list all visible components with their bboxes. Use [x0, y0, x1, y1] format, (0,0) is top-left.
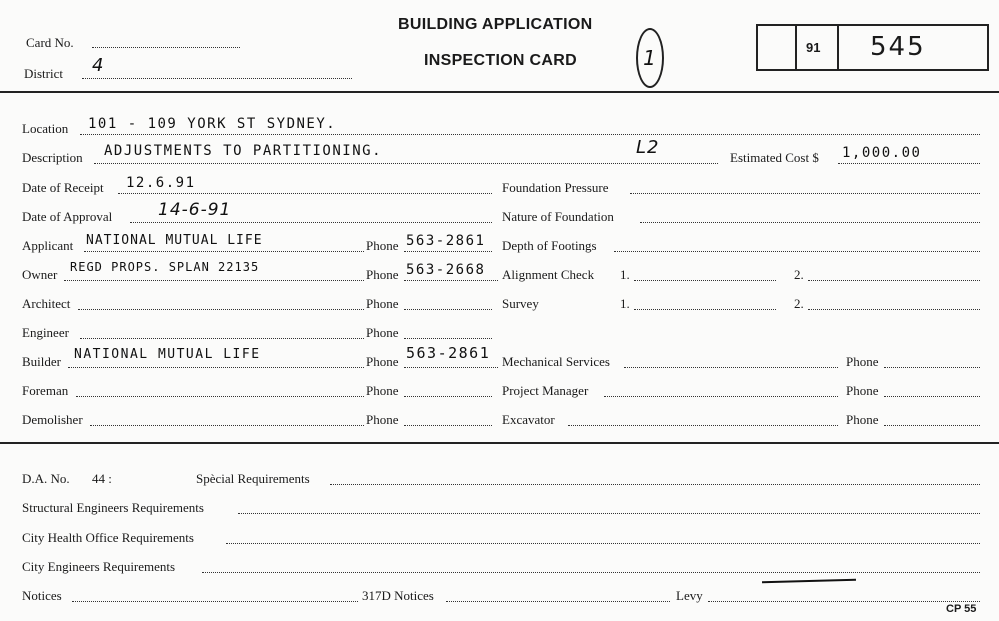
- engineer-label: Engineer: [22, 325, 69, 340]
- demolisher-phone-label: Phone: [366, 412, 399, 427]
- mechanical-services-field[interactable]: [624, 367, 838, 368]
- description-note: L2: [636, 137, 660, 158]
- engineer-field[interactable]: [80, 338, 364, 339]
- location-field[interactable]: [80, 134, 980, 135]
- date-of-receipt-label: Date of Receipt: [22, 180, 104, 195]
- survey-1-field[interactable]: [634, 309, 776, 310]
- foreman-label: Foreman: [22, 383, 69, 398]
- mechanical-services-label: Mechanical Services: [502, 354, 610, 369]
- notices-field[interactable]: [72, 601, 358, 602]
- district-label: District: [24, 66, 63, 81]
- demolisher-field[interactable]: [90, 425, 364, 426]
- applicant-value: NATIONAL MUTUAL LIFE: [86, 233, 263, 248]
- nature-of-foundation-label: Nature of Foundation: [502, 209, 614, 224]
- levy-pen-stroke: [762, 579, 856, 583]
- description-field[interactable]: [94, 163, 718, 164]
- survey-1-label: 1.: [620, 296, 630, 311]
- location-label: Location: [22, 121, 69, 136]
- project-manager-phone-field[interactable]: [884, 396, 980, 397]
- circled-mark: [636, 28, 664, 88]
- project-manager-field[interactable]: [604, 396, 838, 397]
- architect-field[interactable]: [78, 309, 364, 310]
- alignment-check-1-label: 1.: [620, 267, 630, 282]
- excavator-label: Excavator: [502, 412, 555, 427]
- engineer-phone-field[interactable]: [404, 338, 492, 339]
- estimated-cost-value: 1,000.00: [842, 145, 922, 161]
- da-no-label: D.A. No.: [22, 471, 70, 486]
- foreman-field[interactable]: [76, 396, 364, 397]
- special-requirements-field[interactable]: [330, 484, 980, 485]
- card-number: 545: [870, 32, 926, 62]
- alignment-check-2-label: 2.: [794, 267, 804, 282]
- description-value: ADJUSTMENTS TO PARTITIONING.: [104, 143, 383, 159]
- survey-label: Survey: [502, 296, 539, 311]
- demolisher-label: Demolisher: [22, 412, 83, 427]
- structural-requirements-label: Structural Engineers Requirements: [22, 500, 204, 515]
- applicant-field[interactable]: [84, 251, 364, 252]
- depth-of-footings-field[interactable]: [614, 251, 980, 252]
- owner-label: Owner: [22, 267, 58, 282]
- depth-of-footings-label: Depth of Footings: [502, 238, 597, 253]
- card-number-box-divider-2: [837, 24, 839, 71]
- builder-phone-label: Phone: [366, 354, 399, 369]
- applicant-phone-value: 563-2861: [406, 233, 486, 249]
- notices-317d-field[interactable]: [446, 601, 670, 602]
- card-number-prefix: 91: [806, 40, 821, 55]
- foundation-pressure-field[interactable]: [630, 193, 980, 194]
- date-of-receipt-value: 12.6.91: [126, 175, 196, 191]
- project-manager-label: Project Manager: [502, 383, 589, 398]
- date-of-approval-value: 14-6-91: [158, 200, 232, 220]
- mechanical-services-phone-field[interactable]: [884, 367, 980, 368]
- owner-phone-label: Phone: [366, 267, 399, 282]
- notices-label: Notices: [22, 588, 62, 603]
- estimated-cost-field[interactable]: [838, 163, 980, 164]
- form-code: CP 55: [946, 603, 977, 615]
- health-requirements-field[interactable]: [226, 543, 980, 544]
- owner-field[interactable]: [64, 280, 364, 281]
- card-no-label: Card No.: [26, 35, 74, 50]
- builder-label: Builder: [22, 354, 61, 369]
- card-number-box-divider-1: [795, 24, 797, 71]
- notices-317d-label: 317D Notices: [362, 588, 434, 603]
- special-requirements-label: Spècial Requirements: [196, 471, 310, 486]
- owner-value: REGD PROPS. SPLAN 22135: [70, 260, 260, 274]
- excavator-phone-label: Phone: [846, 412, 879, 427]
- survey-2-field[interactable]: [808, 309, 980, 310]
- survey-2-label: 2.: [794, 296, 804, 311]
- estimated-cost-label: Estimated Cost $: [730, 150, 819, 165]
- foundation-pressure-label: Foundation Pressure: [502, 180, 609, 195]
- demolisher-phone-field[interactable]: [404, 425, 492, 426]
- nature-of-foundation-field[interactable]: [640, 222, 980, 223]
- structural-requirements-field[interactable]: [238, 513, 980, 514]
- details-divider: [0, 442, 999, 444]
- alignment-check-2-field[interactable]: [808, 280, 980, 281]
- architect-label: Architect: [22, 296, 71, 311]
- description-label: Description: [22, 150, 83, 165]
- circled-mark-value: 1: [643, 46, 657, 70]
- foreman-phone-label: Phone: [366, 383, 399, 398]
- levy-label: Levy: [676, 588, 703, 603]
- alignment-check-label: Alignment Check: [502, 267, 595, 282]
- city-engineers-requirements-field[interactable]: [202, 572, 980, 573]
- engineer-phone-label: Phone: [366, 325, 399, 340]
- district-value: 4: [92, 55, 105, 76]
- applicant-phone-field[interactable]: [404, 251, 492, 252]
- location-value: 101 - 109 YORK ST SYDNEY.: [88, 116, 337, 132]
- district-field[interactable]: [82, 78, 352, 79]
- form-title-line2: INSPECTION CARD: [424, 52, 577, 69]
- mechanical-services-phone-label: Phone: [846, 354, 879, 369]
- city-engineers-requirements-label: City Engineers Requirements: [22, 559, 176, 574]
- applicant-phone-label: Phone: [366, 238, 399, 253]
- date-of-approval-field[interactable]: [130, 222, 492, 223]
- owner-phone-value: 563-2668: [406, 262, 486, 278]
- health-requirements-label: City Health Office Requirements: [22, 530, 194, 545]
- architect-phone-label: Phone: [366, 296, 399, 311]
- header-divider: [0, 91, 999, 93]
- alignment-check-1-field[interactable]: [634, 280, 776, 281]
- card-no-field[interactable]: [92, 47, 240, 48]
- owner-phone-field[interactable]: [404, 280, 498, 281]
- da-no-value: 44 :: [92, 471, 112, 486]
- date-of-receipt-field[interactable]: [118, 193, 492, 194]
- excavator-field[interactable]: [568, 425, 838, 426]
- builder-phone-field[interactable]: [404, 367, 498, 368]
- foreman-phone-field[interactable]: [404, 396, 492, 397]
- project-manager-phone-label: Phone: [846, 383, 879, 398]
- builder-value: NATIONAL MUTUAL LIFE: [74, 347, 261, 362]
- builder-phone-value: 563-2861: [406, 344, 491, 362]
- form-title-line1: BUILDING APPLICATION: [398, 16, 593, 33]
- builder-field[interactable]: [68, 367, 364, 368]
- excavator-phone-field[interactable]: [884, 425, 980, 426]
- architect-phone-field[interactable]: [404, 309, 492, 310]
- date-of-approval-label: Date of Approval: [22, 209, 113, 224]
- levy-field[interactable]: [708, 601, 980, 602]
- applicant-label: Applicant: [22, 238, 74, 253]
